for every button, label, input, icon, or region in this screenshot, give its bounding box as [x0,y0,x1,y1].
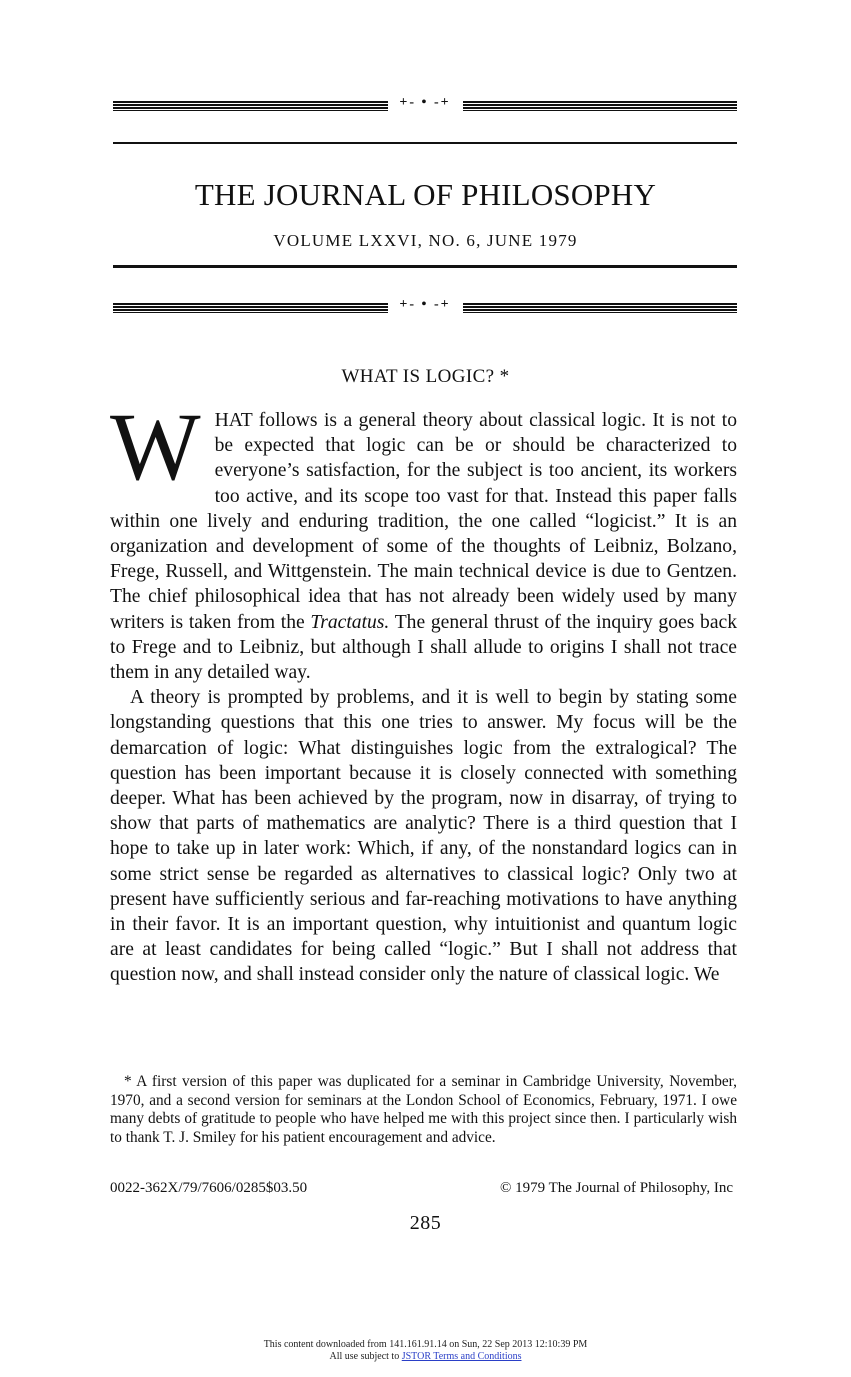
issn-code: 0022-362X/79/7606/0285$03.50 [110,1180,308,1196]
page-number: 285 [409,1212,442,1234]
ornament-top: +- • -+ [399,95,451,110]
paragraph-1-text-b: The general thrust of the inquiry goes back to Frege and to Leibniz, but although I shall allude to origins I shall not trace them in any detailed way. [110,611,738,684]
ornament-bottom: +- • -+ [399,297,451,312]
volume-line: VOLUME LXXVI, NO. 6, JUNE 1979 [273,231,578,250]
download-line: This content downloaded from 141.161.91.14 on Sun, 22 Sep 2013 12:10:39 PM [263,1339,588,1350]
download-notice [0,1339,851,1363]
copyright-notice: © 1979 The Journal of Philosophy, Inc [499,1180,733,1196]
footnote-text: * A first version of this paper was duplicated for a seminar in Cambridge University, November, 1970, and a second version for seminars at the London School of Economics, February, 1971. I owe many debts of gratitude to people who have helped me with this project since then. I particularly wish to thank T. J. Smiley for his patient encouragement and advice. [110,1073,737,1146]
second-ornamental-rule [113,297,737,316]
header-divider [113,142,737,144]
drop-cap: W [110,393,201,500]
article-body [110,393,738,988]
paragraph-1-text-a: HAT follows is a general theory about classical logic. It is not to be expected that logic can be or should be characterized to everyone’s satisfaction, for the subject is too ancient, its workers too active, and its scope too vast for that. Instead this paper falls within one lively and enduring tradition, the one called “logicist.” It is an organization and development of some of the thoughts of Leibniz, Bolzano, Frege, Russell, and Wittgenstein. The main technical device is due to Gentzen. The chief philosophical idea that has not already been widely used by many writers is taken from the [110,410,737,633]
tractatus-italic: Tractatus. [310,611,390,633]
footnote [110,1073,737,1147]
paragraph-2: A theory is prompted by problems, and it is well to begin by stating some longstanding questions that this one tries to answer. My focus will be the demarcation of logic: What distinguishes logic from the extralogical? The question has been important because it is closely connected with something deeper. What has been achieved by the program, now in disarray, of trying to show that parts of mathematics are analytic? There is a third question that I hope to take up in later work: Which, if any, of the nonstandard logics can in some strict sense be regarded as alternatives to classical logic? Only two at present have sufficiently serious and far-reaching motivations to have anything in their favor. It is an important question, why intuitionist and quantum logic are at least candidates for being called “logic.” But I shall not address that question now, and shall instead consider only the nature of classical logic. We [110,687,737,986]
journal-title: THE JOURNAL OF PHILOSOPHY [194,177,657,212]
terms-line [0,1351,851,1363]
terms-prefix: All use subject to [329,1351,400,1362]
article-title: WHAT IS LOGIC? * [341,366,510,387]
paragraph-1 [110,393,738,685]
top-ornamental-rule [113,95,737,114]
jstor-terms-link[interactable]: JSTOR Terms and Conditions [401,1351,522,1362]
volume-divider [113,265,737,268]
